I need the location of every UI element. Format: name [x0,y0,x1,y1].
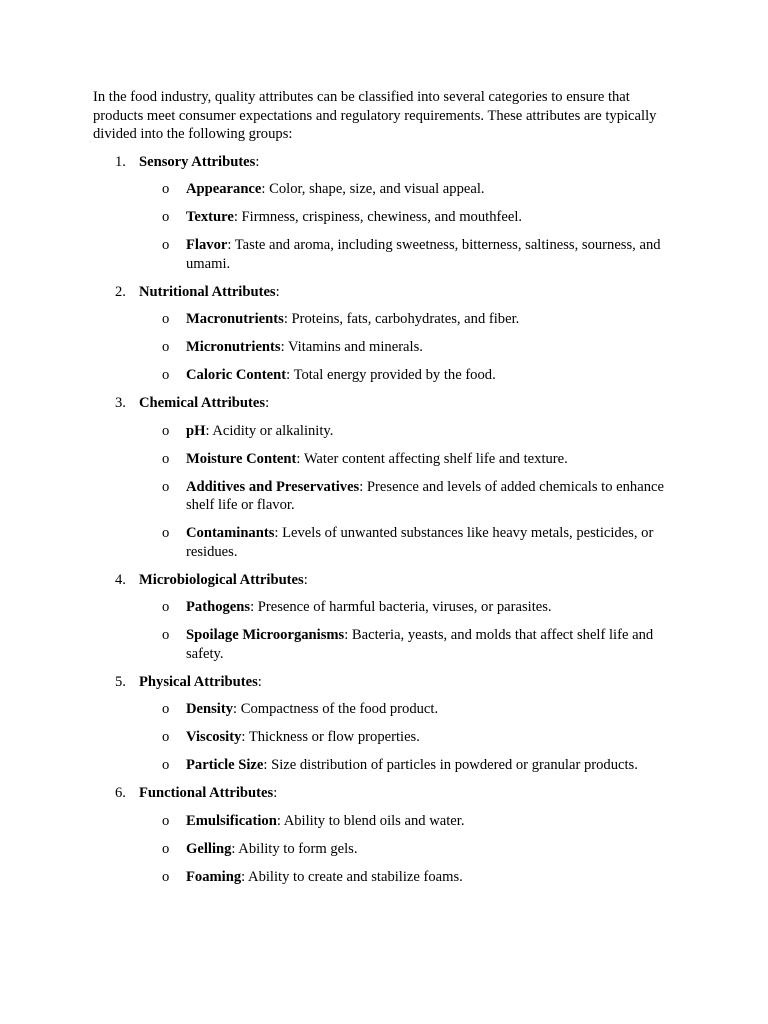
attribute-section [93,153,673,274]
bullet-icon: o [162,422,170,439]
list-item [139,366,673,385]
section-heading: Functional Attributes: [139,785,278,801]
item-term: Particle Size [186,757,264,773]
item-description: : Vitamins and minerals. [280,339,423,355]
list-item [139,236,673,273]
item-description: : Size distribution of particles in powdered or granular products. [263,757,638,773]
item-description: : Total energy provided by the food. [286,367,496,383]
item-term: Emulsification [186,812,277,829]
section-heading: Chemical Attributes: [139,395,270,411]
bullet-icon: o [162,367,170,383]
item-term: Micronutrients [186,339,281,355]
item-term: Foaming [186,868,242,885]
list-item [139,208,673,227]
item-term: Gelling [186,840,232,857]
list-item [139,338,673,357]
bullet-icon: o [162,757,170,773]
bullet-icon: o [162,181,170,197]
bullet-icon: o [162,599,170,615]
section-title: Nutritional Attributes [139,283,276,300]
bullet-icon: o [162,868,170,885]
intro-paragraph: In the food industry, quality attributes can be classified into several categories to ensure that products meet consumer expectations and regulatory requirements. These attributes are typically divided into the following groups: [93,89,657,142]
list-item [139,524,673,561]
item-term: Contaminants [186,525,275,541]
item-description: : Firmness, crispiness, chewiness, and mouthfeel. [233,209,523,225]
item-description: : Ability to blend oils and water. [276,812,465,829]
bullet-icon: o [162,478,170,495]
item-description: : Ability to create and stabilize foams. [241,868,463,885]
item-term: Caloric Content [186,367,287,383]
list-item [139,868,673,887]
list-item [139,812,673,831]
bullet-icon: o [162,450,170,467]
document-page [93,88,673,896]
section-title: Microbiological Attributes [139,571,304,588]
item-term: Viscosity [186,729,242,745]
section-number: 6. [115,785,126,801]
item-description: : Thickness or flow properties. [241,729,420,745]
attribute-section [93,283,673,385]
section-title: Physical Attributes [139,673,258,690]
item-term: Pathogens [186,599,251,615]
list-item [139,700,673,719]
section-heading: Nutritional Attributes: [139,283,280,300]
list-item [139,728,673,747]
item-term: Spoilage Microorganisms [186,627,345,643]
list-item [139,840,673,859]
item-term: Moisture Content [186,450,297,467]
section-heading: Physical Attributes: [139,673,262,690]
bullet-icon: o [162,339,170,355]
attribute-section [93,571,673,664]
item-term: pH [186,422,206,439]
item-description: : Color, shape, size, and visual appeal. [261,181,485,197]
list-item [139,310,673,329]
item-description: : Presence and levels of added chemicals to enhance shelf life or flavor. [186,478,664,513]
item-description: : Acidity or alkalinity. [205,422,334,439]
item-description: : Water content affecting shelf life and texture. [296,450,568,467]
item-term: Additives and Preservatives [186,478,360,495]
section-number: 4. [115,571,126,588]
bullet-icon: o [162,209,170,225]
item-description: : Taste and aroma, including sweetness, bitterness, saltiness, sourness, and umami. [186,237,661,272]
item-term: Flavor [186,237,228,253]
section-heading: Sensory Attributes: [139,153,260,170]
bullet-icon: o [162,525,170,541]
bullet-icon: o [162,627,170,643]
bullet-icon: o [162,701,170,717]
list-item [139,450,673,469]
bullet-icon: o [162,729,170,745]
section-number: 2. [115,283,126,300]
bullet-icon: o [162,840,170,857]
section-title: Chemical Attributes [139,395,266,411]
section-number: 1. [115,153,126,170]
section-number: 3. [115,395,126,411]
bullet-icon: o [162,311,170,327]
section-heading: Microbiological Attributes: [139,571,308,588]
section-number: 5. [115,673,126,690]
attribute-list [93,153,673,887]
bullet-icon: o [162,812,170,829]
list-item [139,756,673,775]
list-item [139,626,673,663]
section-title: Functional Attributes [139,785,274,801]
item-term: Appearance [186,181,262,197]
attribute-section [93,673,673,775]
item-description: : Proteins, fats, carbohydrates, and fiber. [283,311,520,327]
bullet-icon: o [162,237,170,253]
item-description: : Ability to form gels. [231,840,358,857]
item-term: Density [186,701,234,717]
list-item [139,478,673,515]
list-item [139,598,673,617]
attribute-section [93,784,673,886]
item-term: Texture [186,209,234,225]
section-title: Sensory Attributes [139,153,256,170]
item-description: : Levels of unwanted substances like heavy metals, pesticides, or residues. [186,525,654,560]
item-term: Macronutrients [186,311,284,327]
item-description: : Presence of harmful bacteria, viruses, or parasites. [250,599,552,615]
item-description: : Bacteria, yeasts, and molds that affect shelf life and safety. [186,627,654,662]
attribute-section [93,394,673,561]
item-description: : Compactness of the food product. [233,701,439,717]
list-item [139,422,673,441]
list-item [139,180,673,199]
